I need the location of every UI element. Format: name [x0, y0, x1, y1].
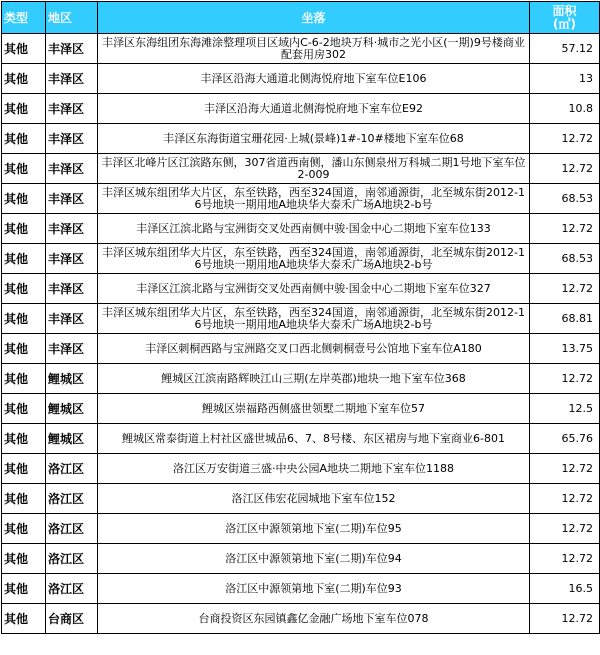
row-area-cell: 12.72 [530, 604, 600, 634]
row-area-cell: 12.72 [530, 484, 600, 514]
row-location-cell: 洛江区中源领第地下室(二期)车位95 [98, 514, 530, 544]
table-row [2, 574, 600, 604]
row-district-cell: 丰泽区 [46, 34, 98, 64]
row-type-cell: 其他 [2, 484, 46, 514]
row-location-cell: 鲤城区江滨南路辉映江山三期(左岸英郡)地块一地下室车位368 [98, 364, 530, 394]
row-type-cell: 其他 [2, 454, 46, 484]
row-area-cell: 68.53 [530, 184, 600, 214]
row-type-cell: 其他 [2, 544, 46, 574]
row-type-cell: 其他 [2, 34, 46, 64]
row-district-cell: 台商区 [46, 604, 98, 634]
table-row [2, 274, 600, 304]
table-row [2, 544, 600, 574]
table-row [2, 214, 600, 244]
row-area-cell: 65.76 [530, 424, 600, 454]
row-district-cell: 鲤城区 [46, 394, 98, 424]
row-district-cell: 鲤城区 [46, 364, 98, 394]
row-area-cell: 12.72 [530, 154, 600, 184]
row-area-cell: 16.5 [530, 574, 600, 604]
row-area-cell: 12.72 [530, 514, 600, 544]
row-location-cell: 丰泽区北峰片区江滨路东侧，307省道西南侧，潘山东侧泉州万科城二期1号地下室车位2-009 [98, 154, 530, 184]
row-district-cell: 洛江区 [46, 574, 98, 604]
table-row [2, 334, 600, 364]
row-location-cell: 丰泽区沿海大通道北侧海悦府地下室车位E106 [98, 64, 530, 94]
header-location: 坐落 [98, 2, 530, 34]
row-location-cell: 丰泽区沿海大通道北侧海悦府地下室车位E92 [98, 94, 530, 124]
table-row [2, 34, 600, 64]
row-district-cell: 丰泽区 [46, 214, 98, 244]
row-type-cell: 其他 [2, 364, 46, 394]
table-row [2, 124, 600, 154]
row-type-cell: 其他 [2, 394, 46, 424]
table-row [2, 154, 600, 184]
row-area-cell: 68.53 [530, 244, 600, 274]
row-location-cell: 丰泽区城东组团华大片区，东至铁路，西至324国道，南邻通源街，北至城东街2012-16号地块一期用地A地块华大泰禾广场A地块2-b号 [98, 184, 530, 214]
table-row [2, 424, 600, 454]
row-area-cell: 12.72 [530, 124, 600, 154]
table-row [2, 514, 600, 544]
table-row [2, 454, 600, 484]
table-row [2, 394, 600, 424]
row-district-cell: 丰泽区 [46, 334, 98, 364]
row-area-cell: 57.12 [530, 34, 600, 64]
row-location-cell: 洛江区伟宏花园城地下室车位152 [98, 484, 530, 514]
row-district-cell: 洛江区 [46, 544, 98, 574]
row-location-cell: 洛江区中源领第地下室(二期)车位94 [98, 544, 530, 574]
row-district-cell: 丰泽区 [46, 304, 98, 334]
row-type-cell: 其他 [2, 244, 46, 274]
row-type-cell: 其他 [2, 424, 46, 454]
table-row [2, 364, 600, 394]
table-row [2, 64, 600, 94]
row-location-cell: 洛江区中源领第地下室(二期)车位93 [98, 574, 530, 604]
table-row [2, 604, 600, 634]
row-type-cell: 其他 [2, 304, 46, 334]
row-type-cell: 其他 [2, 574, 46, 604]
header-area [530, 2, 600, 34]
property-table [1, 1, 600, 634]
header-district: 地区 [46, 2, 98, 34]
row-district-cell: 鲤城区 [46, 424, 98, 454]
table-row [2, 304, 600, 334]
row-district-cell: 洛江区 [46, 484, 98, 514]
row-location-cell: 台商投资区东园镇鑫亿金融广场地下室车位078 [98, 604, 530, 634]
row-type-cell: 其他 [2, 94, 46, 124]
header-area-label: 面积 [552, 3, 577, 18]
row-district-cell: 丰泽区 [46, 64, 98, 94]
row-type-cell: 其他 [2, 274, 46, 304]
row-area-cell: 12.72 [530, 214, 600, 244]
row-type-cell: 其他 [2, 514, 46, 544]
row-district-cell: 丰泽区 [46, 124, 98, 154]
table-header [2, 2, 600, 34]
row-location-cell: 鲤城区崇福路西侧盛世领墅二期地下室车位57 [98, 394, 530, 424]
table-body [2, 34, 600, 634]
row-area-cell: 12.72 [530, 454, 600, 484]
row-location-cell: 丰泽区东海街道宝珊花园·上城(景峰)1#-10#楼地下室车位68 [98, 124, 530, 154]
row-area-cell: 12.72 [530, 364, 600, 394]
row-area-cell: 10.8 [530, 94, 600, 124]
header-type: 类型 [2, 2, 46, 34]
row-type-cell: 其他 [2, 184, 46, 214]
row-location-cell: 丰泽区刺桐西路与宝洲路交叉口西北侧刺桐壹号公馆地下室车位A180 [98, 334, 530, 364]
row-district-cell: 丰泽区 [46, 94, 98, 124]
row-location-cell: 洛江区万安街道三盛·中央公园A地块二期地下室车位1188 [98, 454, 530, 484]
row-location-cell: 丰泽区东海组团东海滩涂整理项目区域内C-6-2地块万科·城市之光小区(一期)9号楼商业 配套用房302 [98, 34, 530, 64]
row-area-cell: 12.72 [530, 274, 600, 304]
row-type-cell: 其他 [2, 604, 46, 634]
row-area-cell: 13.75 [530, 334, 600, 364]
table-row [2, 244, 600, 274]
row-area-cell: 68.81 [530, 304, 600, 334]
row-district-cell: 丰泽区 [46, 274, 98, 304]
row-area-cell: 13 [530, 64, 600, 94]
row-district-cell: 丰泽区 [46, 154, 98, 184]
row-location-cell: 丰泽区城东组团华大片区，东至铁路，西至324国道，南邻通源街，北至城东街2012-16号地块一期用地A地块华大泰禾广场A地块2-b号 [98, 304, 530, 334]
row-district-cell: 洛江区 [46, 514, 98, 544]
row-type-cell: 其他 [2, 124, 46, 154]
row-district-cell: 丰泽区 [46, 244, 98, 274]
table-row [2, 184, 600, 214]
row-location-cell: 丰泽区江滨北路与宝洲街交叉处西南侧中骏·国金中心二期地下室车位327 [98, 274, 530, 304]
row-type-cell: 其他 [2, 64, 46, 94]
row-type-cell: 其他 [2, 334, 46, 364]
row-location-cell: 鲤城区常泰街道上村社区盛世城品6、7、8号楼、东区裙房与地下室商业6-801 [98, 424, 530, 454]
table-row [2, 484, 600, 514]
table-row [2, 94, 600, 124]
row-area-cell: 12.72 [530, 544, 600, 574]
header-area-unit: (㎡) [553, 16, 576, 31]
row-district-cell: 丰泽区 [46, 184, 98, 214]
row-location-cell: 丰泽区江滨北路与宝洲街交叉处西南侧中骏·国金中心二期地下室车位133 [98, 214, 530, 244]
row-area-cell: 12.5 [530, 394, 600, 424]
row-type-cell: 其他 [2, 214, 46, 244]
row-district-cell: 洛江区 [46, 454, 98, 484]
row-type-cell: 其他 [2, 154, 46, 184]
row-location-cell: 丰泽区城东组团华大片区，东至铁路，西至324国道，南邻通源街，北至城东街2012-16号地块一期用地A地块华大泰禾广场A地块2-b号 [98, 244, 530, 274]
